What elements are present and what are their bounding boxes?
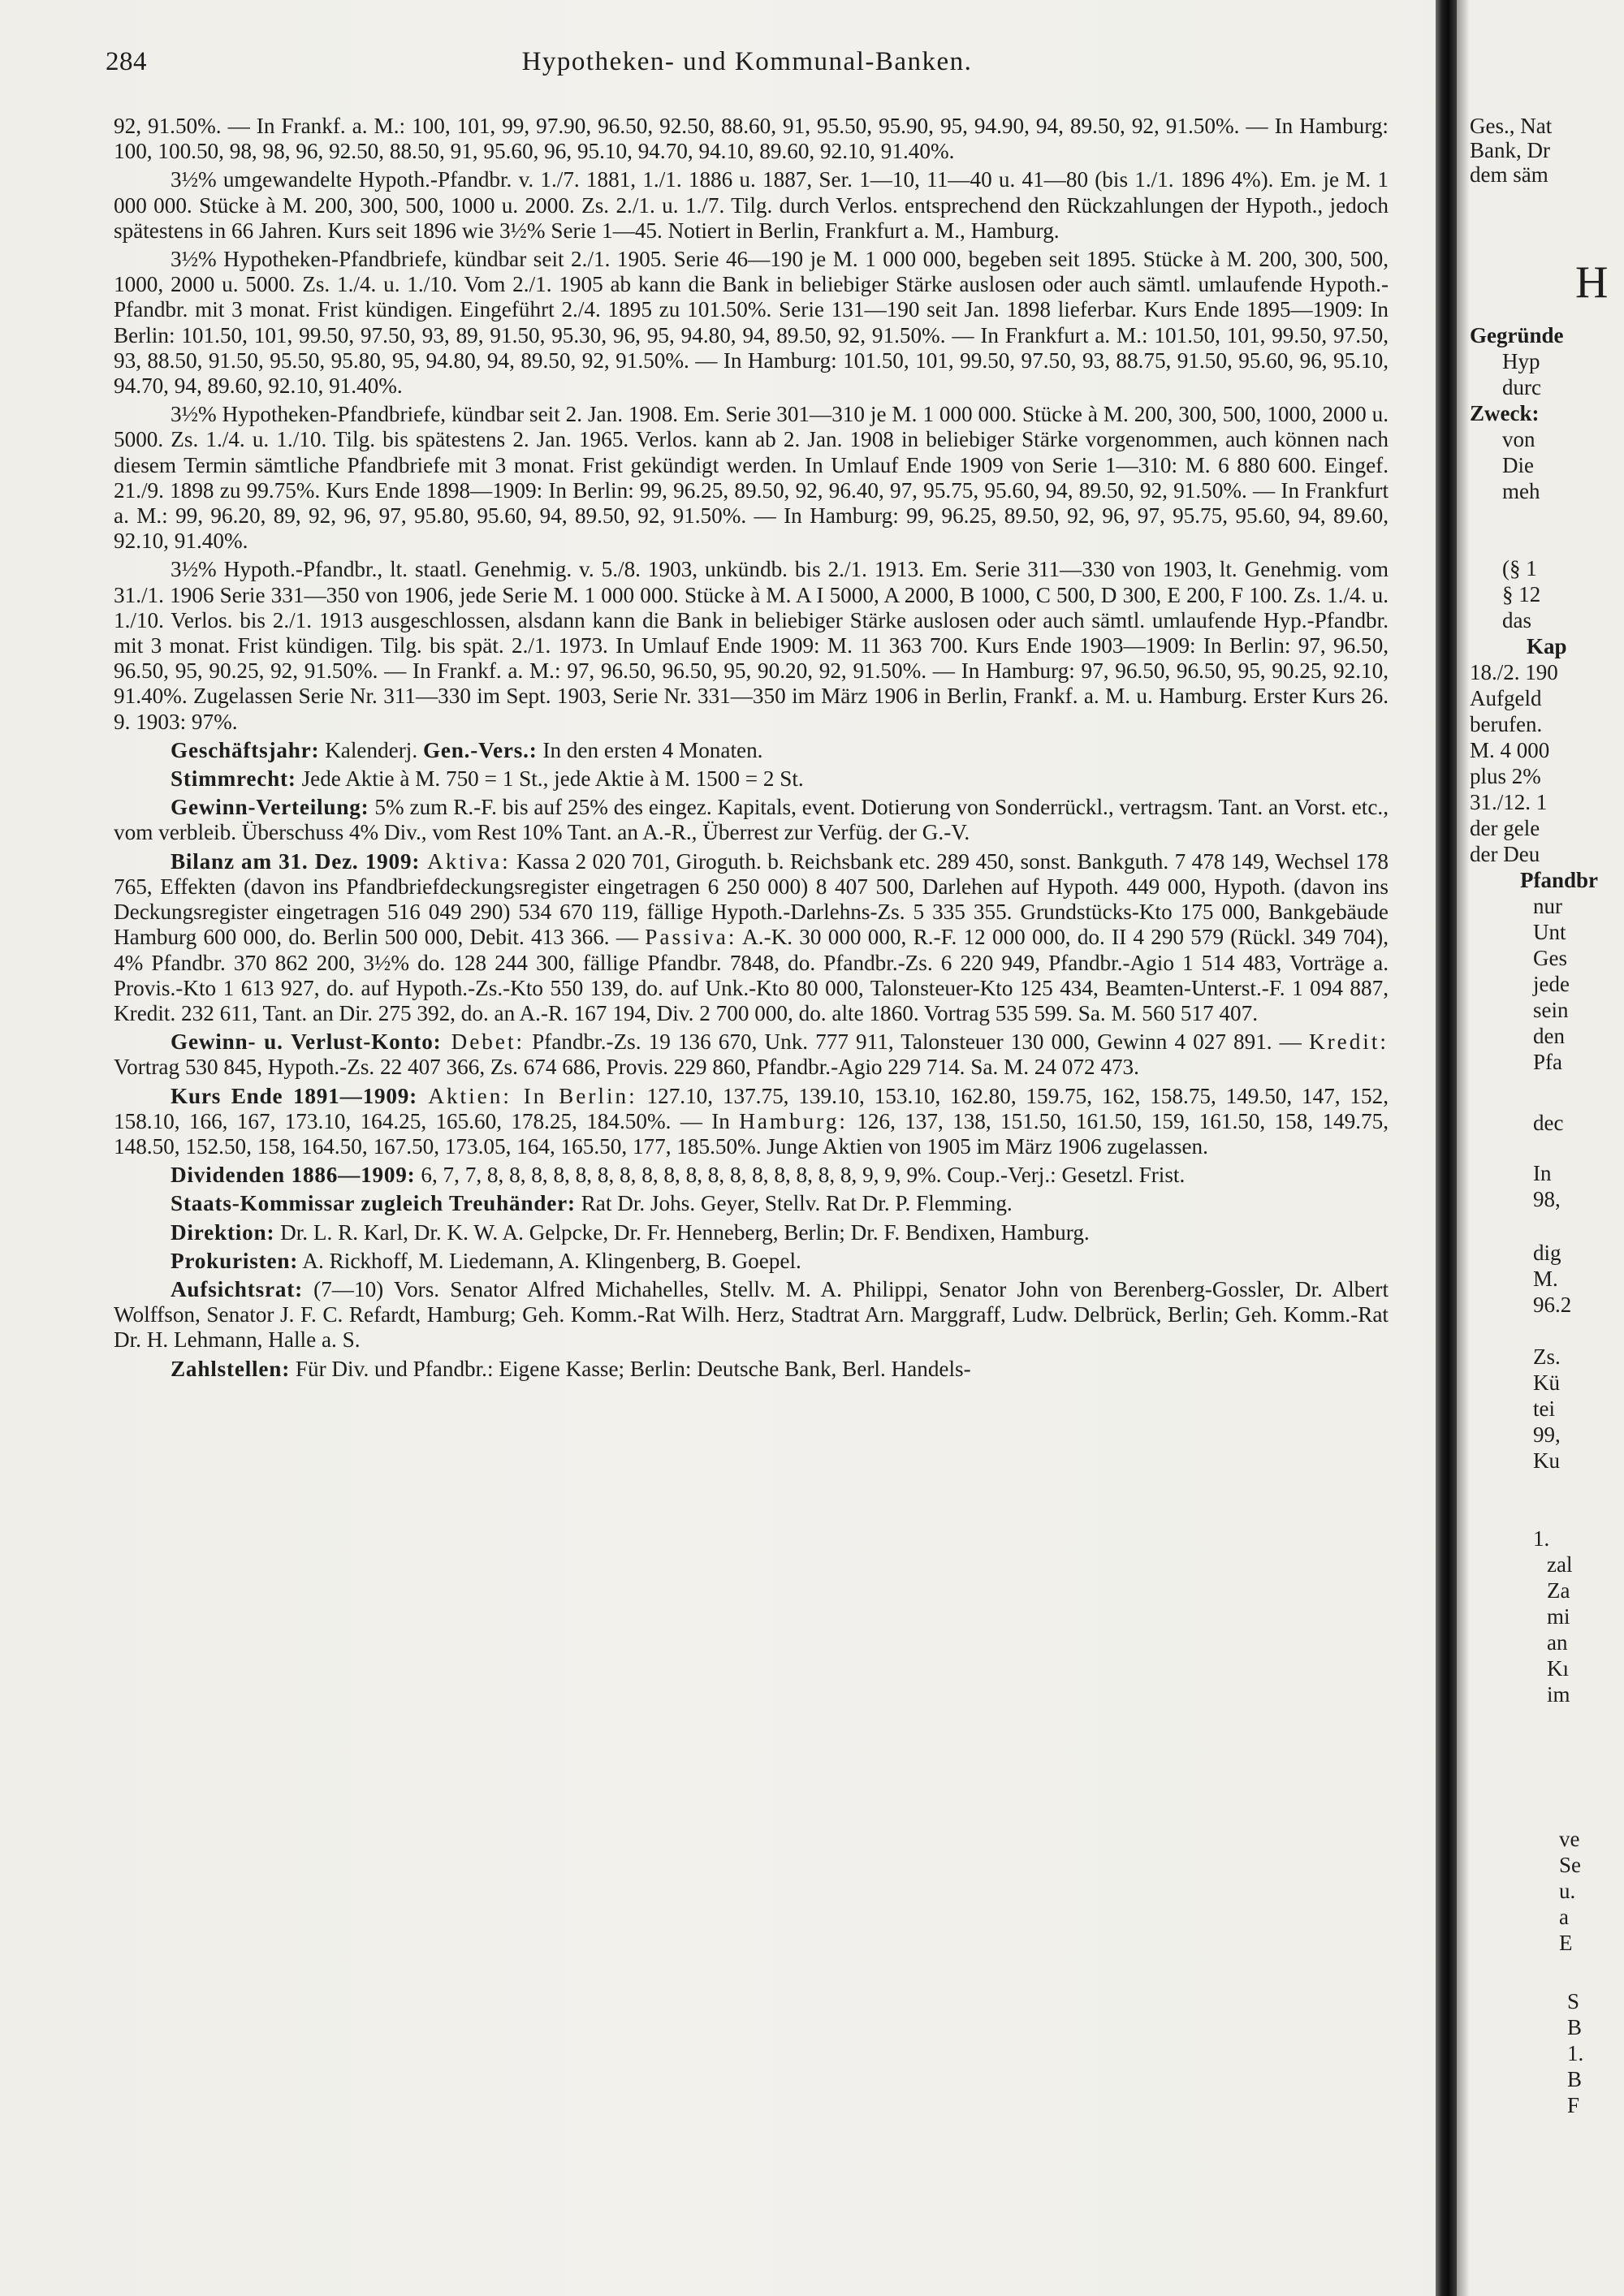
fragment-line: Kü (1533, 1370, 1560, 1395)
text-kredit: Vortrag 530 845, Hypoth.-Zs. 22 407 366, Zs. 674 686, Provis. 229 860, Pfandbr.-Agio 229 714. Sa. M. 24 072 473. (114, 1055, 1139, 1080)
entry-staats-kommissar (114, 1191, 1389, 1216)
fragment-line: den (1533, 1024, 1565, 1048)
fragment-line: Ges., Nat (1470, 114, 1553, 138)
gutter-shadow (1457, 0, 1470, 2296)
fragment-line: der gele (1470, 816, 1540, 840)
fragment-line: Za (1547, 1578, 1570, 1603)
fragment-line: Ges (1533, 946, 1567, 970)
text-passiva: A.-K. 30 000 000, R.-F. 12 000 000, do. II 4 290 579 (Rückl. 349 704), 4% Pfandbr. 370 862 200, 3½% do. 128 244 300, fällige Pfandbr. 7848, do. Pfandbr.-Zs. 6 220 949, Pfandbr.-Agio 1 514 483, Vorträge a. Provis.-Kto 1 613 927, do. auf Hypoth.-Zs.-Kto 550 139, do. auf Unk.-Kto 80 000, Talonsteuer-Kto 125 434, Beamten-Unterst.-F. 1 094 887, Kredit. 232 611, Tant. an Dir. 275 392, do. an A.-R. 167 194, Div. 2 700 000, do. alte 1860. Vortrag 535 599. Sa. M. 560 517 407. (114, 925, 1389, 1025)
label-stimmrecht: Stimmrecht: (171, 766, 296, 792)
paragraph-pfandbr-1905: 3½% Hypotheken-Pfandbriefe, kündbar seit 2./1. 1905. Serie 46—190 je M. 1 000 000, begeben seit 1895. Stücke à M. 200, 300, 500, 1000, 2000 u. 5000. Zs. 1./4. u. 1./10. Vom 2./1. 1905 ab kann die Bank in beliebiger Stärke auslosen oder auch sämtl. umlaufende Hypoth.-Pfandbr. mit 3 monat. Frist kündigen. Eingeführt 2./4. 1895 zu 101.50%. Serie 131—190 seit Jan. 1898 lieferbar. Kurs Ende 1895—1909: In Berlin: 101.50, 101, 99.50, 97.50, 93, 89, 91.50, 95.30, 96, 95, 94.80, 94, 89.50, 92, 91.50%. — In Frankfurt a. M.: 101.50, 101, 99.50, 97.50, 93, 88.50, 91.50, 95.50, 95.80, 95, 94.80, 94, 89.50, 92, 91.50%. — In Hamburg: 101.50, 101, 99.50, 97.50, 93, 88.75, 91.50, 95.60, 96, 95.10, 94.70, 94, 89.60, 92.10, 91.40%. (114, 247, 1389, 399)
fragment-line: a (1559, 1905, 1569, 1929)
fragment-line: das (1502, 608, 1531, 632)
label-debet: Debet: (441, 1029, 525, 1055)
text-direktion: Dr. L. R. Karl, Dr. K. W. A. Gelpcke, Dr. Fr. Henneberg, Berlin; Dr. F. Bendixen, Hamburg. (274, 1219, 1090, 1245)
fragment-line: Die (1502, 453, 1534, 477)
fragment-line: M. 4 000 (1470, 738, 1550, 762)
fragment-line: jede (1533, 972, 1570, 996)
running-title: Hypotheken- und Kommunal-Banken. (521, 47, 973, 76)
fragment-line: nur (1533, 894, 1562, 918)
entry-gewinn-verteilung (114, 795, 1389, 845)
fragment-line: Zs. (1533, 1344, 1561, 1369)
fragment-line: mi (1547, 1604, 1570, 1629)
fragment-line: E (1559, 1931, 1573, 1955)
entry-kurs-aktien (114, 1084, 1389, 1160)
paragraph-pfandbr-1903: 3½% Hypoth.-Pfandbr., lt. staatl. Genehmig. v. 5./8. 1903, unkündb. bis 2./1. 1913. Em. Serie 311—330 von 1903, lt. Genehmig. vom 31./1. 1906 Serie 331—350 von 1906, jede Serie M. 1 000 000. Stücke à M. A I 5000, A 2000, B 1000, C 500, D 300, E 200, F 100. Zs. 1./4. u. 1./10. Verlos. bis 2./1. 1913 ausgeschlossen, alsdann kann die Bank in beliebiger Stärke auslosen oder auch sämtl. umlaufende Hyp.-Pfandbr. mit 3 monat. Frist kündigen. Tilg. bis spät. 2./1. 1973. In Umlauf Ende 1909: M. 11 363 700. Kurs Ende 1903—1909: In Berlin: 97, 96.50, 96.50, 95, 90.25, 92, 91.50%. — In Frankf. a. M.: 97, 96.50, 96.50, 95, 90.20, 92, 91.50%. — In Hamburg: 97, 96.50, 96.50, 95, 90.25, 92.10, 91.40%. Zugelassen Serie Nr. 311—330 im Sept. 1903, Serie Nr. 331—350 im März 1906 in Berlin, Frankf. a. M. u. Hamburg. Erster Kurs 26. 9. 1903: 97%. (114, 557, 1389, 734)
fragment-line: 31./12. 1 (1470, 790, 1548, 814)
fragment-line: Bank, Dr (1470, 138, 1550, 162)
fragment-line: Unt (1533, 920, 1566, 944)
fragment-line: meh (1502, 479, 1540, 503)
label-aufsichtsrat: Aufsichtsrat: (171, 1276, 303, 1301)
fragment-line: M. (1533, 1267, 1558, 1291)
text-kurs-hamburg: 126, 137, 138, 151.50, 161.50, 159, 161.50, 158, 149.75, 148.50, 152.50, 158, 164.50, 167.50, 173.05, 164, 165.50, 177, 185.50%. Junge Aktien von 1905 im März 1906 zugelassen. (114, 1108, 1389, 1159)
fragment-line: B (1567, 2015, 1583, 2039)
fragment-line: der Deu (1470, 842, 1540, 866)
text-gen-vers: In den ersten 4 Monaten. (537, 737, 763, 762)
entry-prokuristen (114, 1249, 1389, 1274)
fragment-line: B (1567, 2067, 1583, 2091)
text-zahlstellen: Für Div. und Pfandbr.: Eigene Kasse; Berlin: Deutsche Bank, Berl. Handels- (290, 1356, 971, 1381)
label-gewinn-verlust: Gewinn- u. Verlust-Konto: (171, 1029, 442, 1055)
fragment-line: Gegründe (1470, 323, 1564, 347)
text-staats-kommissar: Rat Dr. Johs. Geyer, Stellv. Rat Dr. P. Flemming. (575, 1191, 1013, 1216)
label-kredit: Kredit: (1308, 1029, 1389, 1055)
main-column (114, 114, 1389, 1382)
paragraph-kurs-continuation: 92, 91.50%. — In Frankf. a. M.: 100, 101, 99, 97.90, 96.50, 92.50, 88.60, 91, 95.50, 95.90, 95, 94.90, 94, 89.50, 92, 91.50%. — In Hamburg: 100, 100.50, 98, 98, 96, 92.50, 88.50, 91, 95.60, 96, 95.10, 94.70, 94.10, 89.60, 92.10, 91.40%. (114, 114, 1389, 164)
label-geschaeftsjahr: Geschäftsjahr: (171, 737, 320, 762)
paragraph-pfandbr-1881: 3½% umgewandelte Hypoth.-Pfandbr. v. 1./7. 1881, 1./1. 1886 u. 1887, Ser. 1—10, 11—40 u. 41—80 (bis 1./1. 1896 4%). Em. je M. 1 000 000. Stücke à M. 200, 300, 500, 1000 u. 2000. Zs. 2./1. u. 1./7. Tilg. durch Verlos. entsprechend den Rückzahlungen der Hypoth., jedoch spätestens in 66 Jahren. Kurs seit 1896 wie 3½% Serie 1—45. Notiert in Berlin, Frankfurt a. M., Hamburg. (114, 167, 1389, 243)
text-debet: Pfandbr.-Zs. 19 136 670, Unk. 777 911, Talonsteuer 130 000, Gewinn 4 027 891. — (525, 1029, 1309, 1055)
entry-gewinn-verlust (114, 1029, 1389, 1080)
text-aufsichtsrat: (7—10) Vors. Senator Alfred Michahelles, Stellv. M. A. Philippi, Senator John von Berenberg-Gossler, Dr. Albert Wolffson, Senator J. F. C. Refardt, Hamburg; Geh. Komm.-Rat Wilh. Herz, Stadtrat Arn. Marggraff, Ludw. Delbrück, Berlin; Geh. Komm.-Rat Dr. H. Lehmann, Halle a. S. (114, 1276, 1389, 1353)
fragment-line: 99, (1533, 1422, 1561, 1447)
label-prokuristen: Prokuristen: (171, 1248, 299, 1273)
adjacent-page-fragment (1470, 114, 1624, 2296)
label-gewinn-verteilung: Gewinn-Verteilung: (171, 795, 369, 820)
label-gen-vers: Gen.-Vers.: (422, 737, 538, 762)
label-staats-kommissar: Staats-Kommissar zugleich Treuhänder: (171, 1191, 576, 1216)
fragment-line: (§ 1 (1502, 556, 1537, 580)
fragment-line: 1. (1533, 1526, 1550, 1551)
fragment-line: 18./2. 190 (1470, 660, 1558, 684)
entry-bilanz (114, 849, 1389, 1026)
fragment-line: F (1567, 2093, 1580, 2117)
page-number: 284 (106, 47, 147, 76)
fragment-line: sein (1533, 998, 1569, 1022)
label-dividenden: Dividenden 1886—1909: (171, 1163, 416, 1188)
fragment-line: 1. (1567, 2041, 1584, 2065)
fragment-line: Ku (1533, 1448, 1560, 1473)
label-aktiva: Aktiva: (420, 848, 511, 874)
entry-geschaeftsjahr (114, 738, 1389, 763)
fragment-line: im (1547, 1682, 1570, 1707)
fragment-line: dig (1533, 1241, 1561, 1265)
entry-aufsichtsrat (114, 1277, 1389, 1353)
text-geschaeftsjahr: Kalenderj. (319, 737, 423, 762)
fragment-line: Aufgeld (1470, 686, 1542, 710)
text-gewinn-verteilung: 5% zum R.-F. bis auf 25% des eingez. Kapitals, event. Dotierung von Sonderrückl., vertragsm. Tant. an Vorst. etc., vom verbleib. Überschuss 4% Div., vom Rest 10% Tant. an A.-R., Überrest zur Verfüg. der G.-V. (114, 795, 1389, 845)
fragment-heading-letter: H (1575, 257, 1609, 308)
fragment-line: 96.2 (1533, 1293, 1572, 1317)
fragment-line: Kap (1527, 634, 1567, 658)
fragment-line: u. (1559, 1879, 1576, 1903)
fragment-line: In (1533, 1161, 1552, 1185)
fragment-line: Kı (1547, 1656, 1569, 1681)
text-stimmrecht: Jede Aktie à M. 750 = 1 St., jede Aktie à M. 1500 = 2 St. (296, 766, 804, 792)
fragment-line: ve (1559, 1827, 1580, 1851)
fragment-line: Se (1559, 1853, 1581, 1877)
entry-stimmrecht (114, 766, 1389, 792)
fragment-line: dec (1533, 1111, 1564, 1135)
fragment-line: Pfa (1533, 1050, 1562, 1074)
text-dividenden: 6, 7, 7, 8, 8, 8, 8, 8, 8, 8, 8, 8, 8, 8, 8, 8, 8, 8, 8, 8, 9, 9, 9%. Coup.-Verj.: Gesetzl. Frist. (415, 1163, 1186, 1188)
fragment-line: berufen. (1470, 712, 1543, 736)
fragment-line: Hyp (1502, 349, 1540, 373)
fragment-line: durc (1502, 375, 1541, 399)
paragraph-pfandbr-1908: 3½% Hypotheken-Pfandbriefe, kündbar seit 2. Jan. 1908. Em. Serie 301—310 je M. 1 000 000. Stücke à M. 200, 300, 500, 1000, 2000 u. 5000. Zs. 1./4. u. 1./10. Tilg. bis spätestens 2. Jan. 1965. Verlos. kann ab 2. Jan. 1908 in beliebiger Stärke vorgenommen, auch können nach diesem Termin sämtliche Pfandbriefe mit 3 monat. Frist gekündigt werden. In Umlauf Ende 1909 von Serie 1—310: M. 6 880 600. Eingef. 21./9. 1898 zu 99.75%. Kurs Ende 1898—1909: In Berlin: 99, 96.25, 89.50, 92, 96.40, 97, 95.75, 95.60, 94, 89.50, 92, 91.50%. — In Frankfurt a. M.: 99, 96.20, 89, 92, 96, 97, 95.80, 95.60, 94, 89.50, 92, 91.50%. — In Hamburg: 99, 96.25, 89.50, 92, 96, 97, 95.75, 95.60, 94, 89.60, 92.10, 91.40%. (114, 402, 1389, 554)
entry-direktion (114, 1220, 1389, 1245)
page-header (106, 47, 1389, 88)
book-gutter (1436, 0, 1457, 2296)
text-aktiva: Kassa 2 020 701, Giroguth. b. Reichsbank etc. 289 450, sonst. Bankguth. 7 478 149, Wechsel 178 765, Effekten (davon ins Pfandbriefdeckungsregister eingetragen 6 250 000) 8 407 500, Darlehen auf Hypoth. 449 000, Hypoth. (davon ins Deckungsregister eingetragen 516 049 290) 534 670 119, fällige Hypoth.-Darlehns-Zs. 5 335 355. Grundstücks-Kto 175 000, Bankgebäude Hamburg 600 000, do. Berlin 500 000, Debit. 413 366. — (114, 848, 1389, 950)
fragment-line: Zweck: (1470, 401, 1540, 425)
fragment-line: an (1547, 1630, 1568, 1655)
entry-dividenden (114, 1163, 1389, 1188)
fragment-line: Pfandbr (1520, 868, 1599, 892)
fragment-line: zal (1547, 1552, 1573, 1577)
entry-zahlstellen (114, 1357, 1389, 1382)
label-bilanz: Bilanz am 31. Dez. 1909: (171, 848, 421, 874)
fragment-line: tei (1533, 1396, 1555, 1421)
label-direktion: Direktion: (171, 1219, 275, 1245)
label-passiva: Passiva: (645, 925, 737, 950)
fragment-line: § 12 (1502, 582, 1541, 606)
label-kurs-ende: Kurs Ende 1891—1909: (171, 1083, 417, 1108)
fragment-line: S (1567, 1989, 1580, 2013)
fragment-line: dem säm (1470, 162, 1548, 187)
text-kurs-berlin: 127.10, 137.75, 139.10, 153.10, 162.80, 159.75, 162, 158.75, 149.50, 147, 152, 158.10, 166, 167, 173.10, 164.25, 165.60, 178.25, 184.50%. — In (114, 1083, 1389, 1133)
text-prokuristen: A. Rickhoff, M. Liedemann, A. Klingenberg, B. Goepel. (298, 1248, 801, 1273)
label-hamburg: Hamburg: (739, 1108, 848, 1133)
fragment-line: von (1502, 427, 1535, 451)
fragment-line: plus 2% (1470, 764, 1541, 788)
label-aktien-berlin: Aktien: In Berlin: (417, 1083, 637, 1108)
label-zahlstellen: Zahlstellen: (171, 1356, 291, 1381)
fragment-line: 98, (1533, 1187, 1561, 1211)
